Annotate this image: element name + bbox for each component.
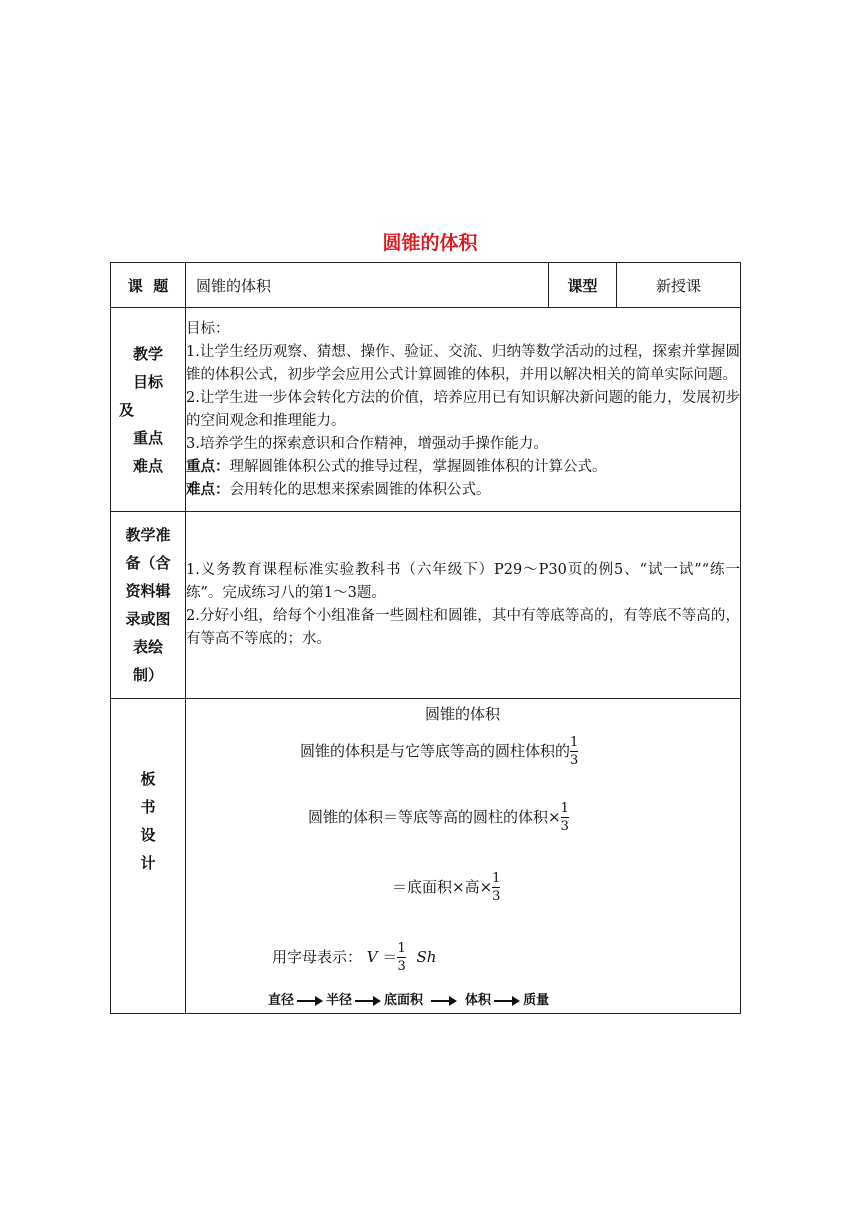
fraction: $\frac{1}{3}$	[397, 941, 406, 974]
prep-item: 1.义务教育课程标准实验教科书（六年级下）P29～P30页的例5、“试一试”“练一练”。完成练习八的第1～3题。	[186, 562, 740, 601]
flow-step: 直径	[268, 993, 295, 1008]
type-value: 新授课	[617, 263, 741, 308]
arrow-right-icon	[431, 996, 457, 1006]
prep-side-label: 教学准 备（含 资料辑 录或图 表绘 制）	[111, 512, 186, 699]
goals-content	[186, 308, 741, 512]
lesson-plan-table	[110, 262, 741, 1014]
flow-step: 体积	[465, 993, 492, 1008]
concept-flow	[268, 989, 549, 1008]
topic-value: 圆锥的体积	[186, 263, 549, 308]
board-title: 圆锥的体积	[424, 705, 500, 723]
goals-heading: 目标：	[186, 320, 230, 337]
goal-item: 2.让学生进一步体会转化方法的价值，培养应用已有知识解决新问题的能力，发展初步的空间观念和推理能力。	[186, 389, 740, 429]
board-line-1: 圆锥的体积是与它等底等高的圆柱体积的 $\frac{1}{3}$	[300, 735, 579, 768]
goals-side-label: 教学 目标 及 重点 难点	[111, 308, 186, 512]
arrow-right-icon	[297, 996, 323, 1006]
board-line-3: ＝底面积×高× $\frac{1}{3}$	[392, 871, 501, 904]
arrow-right-icon	[494, 996, 520, 1006]
flow-step: 底面积	[384, 993, 424, 1008]
difficulty-point: 难点：会用转化的思想来探索圆锥的体积公式。	[186, 481, 491, 498]
topic-label: 课 题	[111, 263, 186, 308]
board-side-label: 板 书 设 计	[111, 699, 186, 1014]
type-label: 课型	[549, 263, 617, 308]
flow-step: 半径	[326, 993, 353, 1008]
fraction: $\frac{1}{3}$	[570, 735, 579, 768]
board-content	[186, 699, 741, 1014]
arrow-right-icon	[355, 996, 381, 1006]
board-formula: 用字母表示： V ＝ $\frac{1}{3}$ Sh	[272, 941, 437, 974]
goal-item: 1.让学生经历观察、猜想、操作、验证、交流、归纳等数学活动的过程，探索并掌握圆锥的体积公式，初步学会应用公式计算圆锥的体积，并用以解决相关的简单实际问题。	[186, 343, 740, 383]
key-point: 重点：理解圆锥体积公式的推导过程，掌握圆锥体积的计算公式。	[186, 458, 607, 475]
prep-row	[111, 512, 741, 699]
board-row	[111, 699, 741, 1014]
fraction: $\frac{1}{3}$	[560, 801, 569, 834]
fraction: $\frac{1}{3}$	[492, 871, 501, 904]
page-title: 圆锥的体积	[382, 232, 478, 254]
board-line-2: 圆锥的体积＝等底等高的圆柱的体积× $\frac{1}{3}$	[308, 801, 569, 834]
goals-row	[111, 308, 741, 512]
prep-item: 2.分好小组，给每个小组准备一些圆柱和圆锥，其中有等底等高的，有等底不等高的，有等高不等底的；水。	[186, 608, 740, 647]
goal-item: 3.培养学生的探索意识和合作精神，增强动手操作能力。	[186, 435, 548, 452]
prep-content	[186, 512, 741, 699]
header-row	[111, 263, 741, 308]
flow-step: 质量	[523, 993, 550, 1008]
